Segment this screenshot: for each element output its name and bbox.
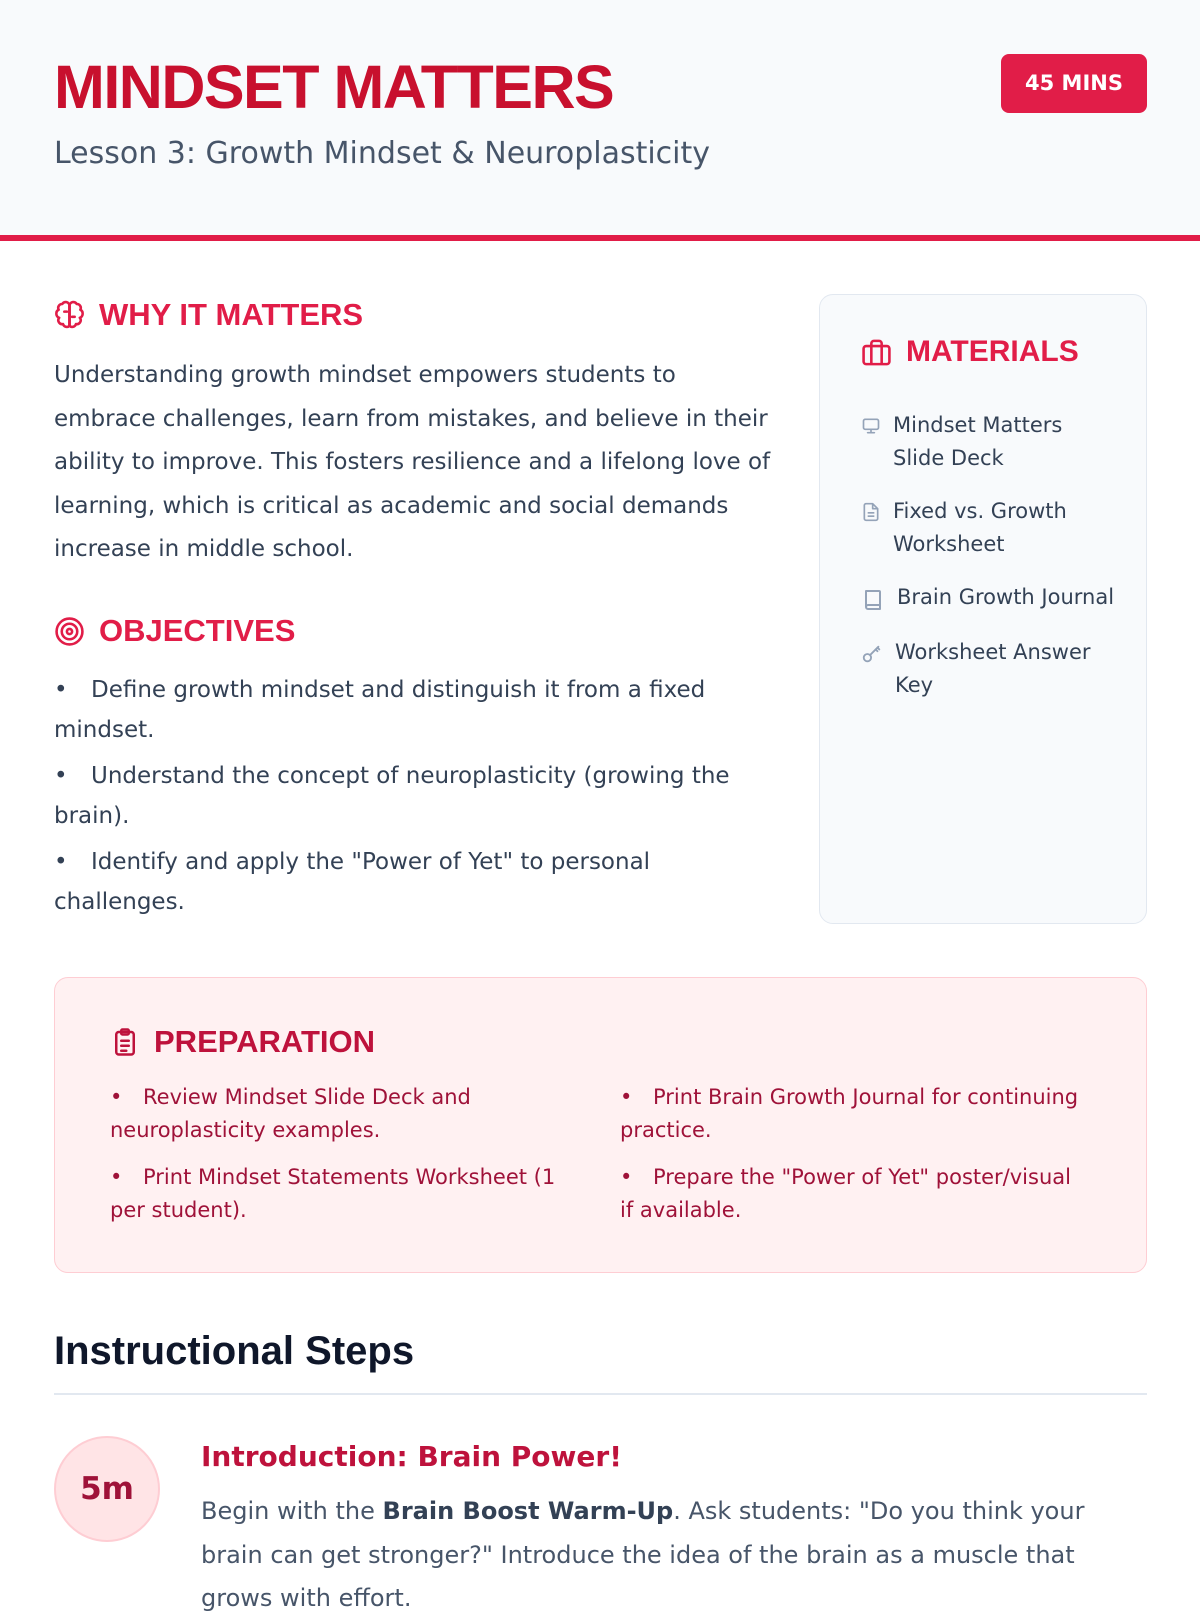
preparation-panel xyxy=(54,977,1147,1273)
step-description: Begin with the Brain Boost Warm-Up. Ask students: "Do you think your brain can get stronger?" Introduce the idea of the brain as a muscle that grows with effort. xyxy=(201,1497,1085,1612)
material-label: Brain Growth Journal xyxy=(897,585,1115,609)
clipboard-icon xyxy=(110,1027,140,1057)
lesson-header xyxy=(0,0,1200,241)
material-label: Fixed vs. Growth Worksheet xyxy=(893,499,1067,556)
program-title: MINDSET MATTERS xyxy=(54,53,614,121)
why-it-matters-heading: WHY IT MATTERS xyxy=(54,297,363,333)
material-item[interactable] xyxy=(861,495,1116,561)
material-item[interactable] xyxy=(861,409,1116,475)
preparation-item: • Prepare the "Power of Yet" poster/visual if available. xyxy=(620,1161,1090,1227)
objectives-list xyxy=(54,670,774,928)
brain-icon xyxy=(54,300,85,331)
preparation-list-left xyxy=(110,1081,580,1241)
materials-list xyxy=(861,409,1116,722)
preparation-item: • Review Mindset Slide Deck and neuroplasticity examples. xyxy=(110,1081,580,1147)
step-title: Introduction: Brain Power! xyxy=(201,1440,622,1473)
duration-badge: 45 MINS xyxy=(1001,54,1147,113)
why-it-matters-text: Understanding growth mindset empowers students to embrace challenges, learn from mistakes, and believe in their ability to improve. This fosters resilience and a lifelong love of learning, which is critical as academic and social demands increase in middle school. xyxy=(54,362,771,562)
objective-item: • Define growth mindset and distinguish it from a fixed mindset. xyxy=(54,670,774,750)
material-item[interactable] xyxy=(861,581,1116,616)
objective-item: • Understand the concept of neuroplasticity (growing the brain). xyxy=(54,756,774,836)
materials-heading: MATERIALS xyxy=(861,335,1079,369)
briefcase-icon xyxy=(861,337,892,368)
preparation-item: • Print Brain Growth Journal for continuing practice. xyxy=(620,1081,1090,1147)
step-duration-badge: 5m xyxy=(54,1436,160,1542)
objective-item: • Identify and apply the "Power of Yet" to personal challenges. xyxy=(54,842,774,922)
lesson-subtitle: Lesson 3: Growth Mindset & Neuroplasticity xyxy=(54,136,711,171)
preparation-heading: PREPARATION xyxy=(110,1024,375,1060)
target-icon xyxy=(54,616,85,647)
monitor-icon xyxy=(861,416,881,440)
instructional-steps-heading: Instructional Steps xyxy=(54,1329,415,1373)
objectives-heading: OBJECTIVES xyxy=(54,613,295,649)
key-icon xyxy=(861,643,883,669)
book-icon xyxy=(861,588,885,616)
step-activity-name: Brain Boost Warm-Up xyxy=(382,1497,674,1525)
preparation-item: • Print Mindset Statements Worksheet (1 per student). xyxy=(110,1161,580,1227)
materials-panel xyxy=(819,294,1147,924)
preparation-list-right xyxy=(620,1081,1090,1241)
section-divider xyxy=(54,1393,1147,1395)
document-icon xyxy=(861,502,881,526)
material-label: Worksheet Answer Key xyxy=(895,640,1091,697)
material-item[interactable] xyxy=(861,636,1116,702)
material-label: Mindset Matters Slide Deck xyxy=(893,413,1063,470)
